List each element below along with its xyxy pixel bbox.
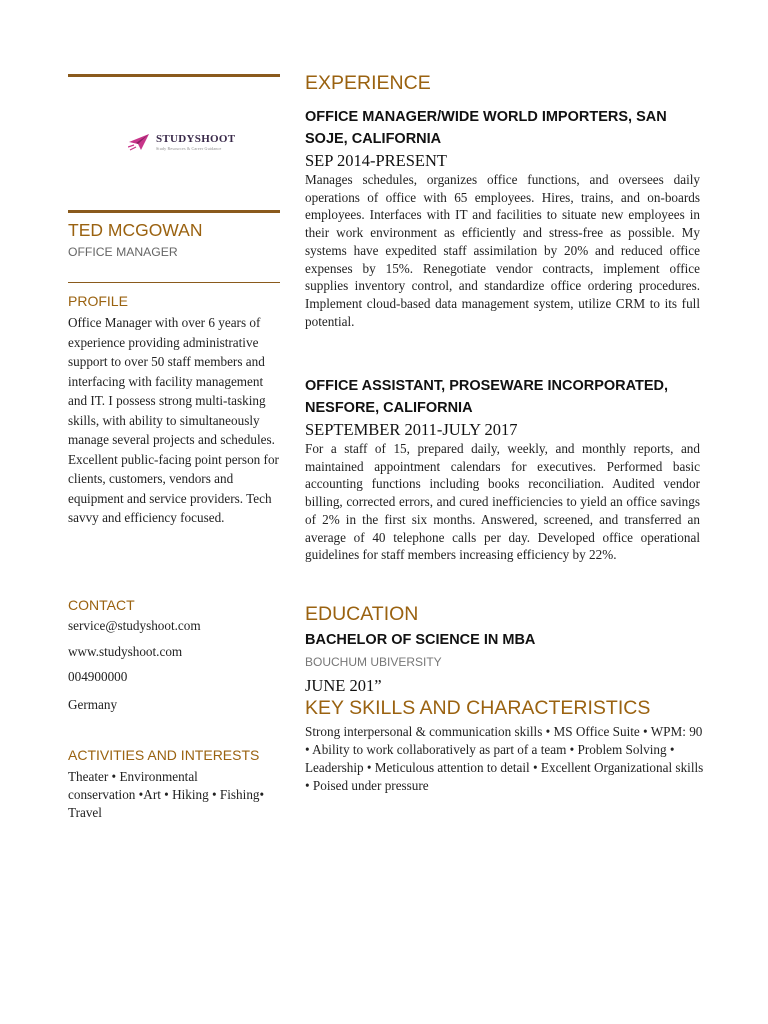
experience-heading: EXPERIENCE — [305, 72, 431, 94]
name-top-rule — [68, 210, 280, 213]
activities-heading: ACTIVITIES AND INTERESTS — [68, 747, 260, 763]
skills-text: Strong interpersonal & communication skills • MS Office Suite • WPM: 90 • Ability to work collaboratively as part of a team • Problem Solving • Leadership • Meticulous attention to detail • Excellent Organizational skills • Poised under pressure — [305, 724, 704, 793]
job-title: OFFICE ASSISTANT, PROSEWARE INCORPORATED, NESFORE, CALIFORNIA — [305, 378, 669, 416]
person-title: OFFICE MANAGER — [68, 245, 178, 259]
contact-heading: CONTACT — [68, 597, 135, 613]
education-heading: EDUCATION — [305, 603, 419, 625]
job-description: Manages schedules, organizes office functions, and oversees daily operations of office with 65 employees. Hires, trains, and on-boards employees. Interfaces with IT and facilities to situate new employees in their work environment as efficiently and stress-free as possible. My systems have expedited staff assimilation by 20% and reduced office expenses by 15%. Renegotiate vendor contracts, implement office supplies inventory control, and standardize office ordering procedures. Implement cloud-based data management system, utilize CRM to its full potential. — [305, 172, 700, 329]
top-left-rule — [68, 74, 280, 77]
profile-heading: PROFILE — [68, 293, 128, 309]
title-rule — [68, 282, 280, 283]
education-school: BOUCHUM UBIVERSITY — [305, 655, 442, 669]
job-title: OFFICE MANAGER/WIDE WORLD IMPORTERS, SAN SOJE, CALIFORNIA — [305, 109, 667, 147]
job-dates: SEP 2014-PRESENT — [305, 151, 447, 170]
logo — [128, 133, 235, 151]
logo-tagline: Study Resources & Career Guidance — [156, 146, 222, 151]
contact-email[interactable]: service@studyshoot.com — [68, 618, 201, 633]
job-description: For a staff of 15, prepared daily, weekly, and monthly reports, and maintained appointment calendars for executives. Performed basic accounting functions including books reconciliation. Audited vendor billing, corrected errors, and cured inefficiencies to yield an office savings of 2% in the first six months. Answered, screened, and transferred an average of 40 telephone calls per day. Developed office operational guidelines for staff members increasing efficiency by 22%. — [305, 441, 700, 563]
logo-name: STUDYSHOOT — [156, 133, 236, 145]
contact-country: Germany — [68, 697, 118, 712]
job-dates: SEPTEMBER 2011-JULY 2017 — [305, 420, 518, 439]
skills-heading: KEY SKILLS AND CHARACTERISTICS — [305, 697, 651, 719]
activities-text: Theater • Environmental conservation •Art • Hiking • Fishing• Travel — [68, 769, 265, 820]
profile-text: Office Manager with over 6 years of experience providing administrative support to over 50 staff members and interfacing with facility management and IT. I possess strong multi-tasking skills, with ability to simultaneously manage several projects and schedules. Excellent public-facing point person for clients, customers, vendors and equipment and service providers. Tech savvy and efficiency focused. — [68, 315, 279, 525]
paper-plane-icon — [128, 133, 150, 151]
contact-phone: 004900000 — [68, 669, 128, 684]
education-date: JUNE 201” — [305, 676, 382, 695]
education-degree: BACHELOR OF SCIENCE IN MBA — [305, 632, 536, 648]
person-name: TED MCGOWAN — [68, 220, 203, 240]
contact-website[interactable]: www.studyshoot.com — [68, 644, 183, 659]
